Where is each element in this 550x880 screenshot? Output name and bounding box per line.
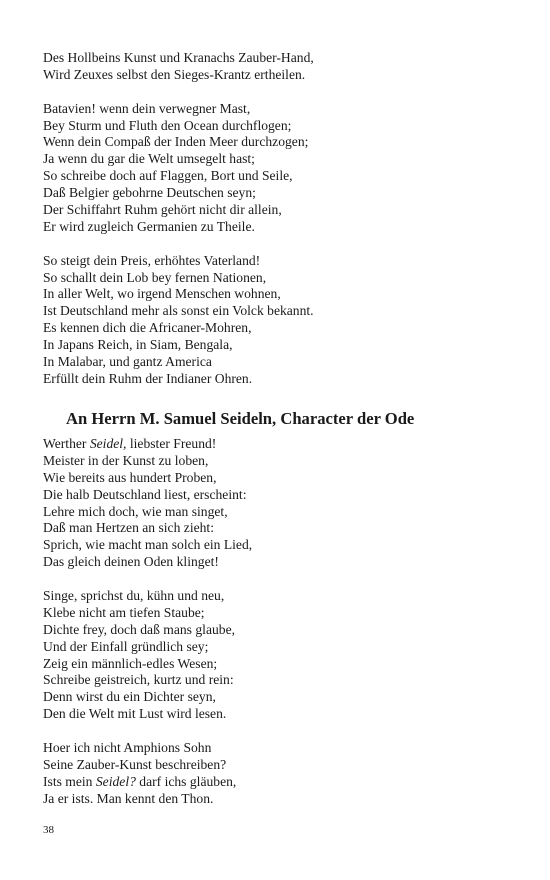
verse-line: So schreibe doch auf Flaggen, Bort und Seile, [43,168,293,184]
verse-line: Den die Welt mit Lust wird lesen. [43,706,227,722]
verse-line: Die halb Deutschland liest, erscheint: [43,486,247,502]
stanza [43,50,513,84]
verse-text: darf ichs gläuben, [135,773,237,789]
verse-line: Batavien! wenn dein verwegner Mast, [43,100,251,116]
verse-line: Wie bereits aus hundert Proben, [43,469,217,485]
verse-line: Singe, sprichst du, kühn und neu, [43,588,225,604]
verse-line [43,774,513,791]
verse-line: Schreibe geistreich, kurtz und rein: [43,672,234,688]
verse-line: Daß man Hertzen an sich zieht: [43,520,214,536]
verse-line: Denn wirst du ein Dichter seyn, [43,689,216,705]
verse-line [43,436,513,453]
verse-line: Und der Einfall gründlich sey; [43,638,209,654]
verse-line: Der Schiffahrt Ruhm gehört nicht dir allein, [43,202,282,218]
verse-text: Werther [43,436,90,451]
verse-line: In Malabar, und gantz America [43,354,212,370]
addressee-name: Seidel? [95,773,136,789]
verse-line: Ja er ists. Man kennt den Thon. [43,790,214,806]
verse-line: So schallt dein Lob bey fernen Nationen, [43,269,267,285]
verse-line: Daß Belgier gebohrne Deutschen seyn; [43,185,256,201]
poem-title: An Herrn M. Samuel Seideln, Character der Ode [66,409,415,428]
page-number: 38 [43,824,54,836]
verse-line: Ist Deutschland mehr als sonst ein Volck bekannt. [43,303,314,319]
verse-line: Des Hollbeins Kunst und Kranachs Zauber-Hand, [43,50,314,65]
verse-line: Seine Zauber-Kunst beschreiben? [43,756,227,772]
verse-line: Das gleich deinen Oden klinget! [43,554,219,570]
verse-line: In Japans Reich, in Siam, Bengala, [43,337,233,353]
verse-line: Ja wenn du gar die Welt umsegelt hast; [43,151,255,167]
verse-line: Wenn dein Compaß der Inden Meer durchzogen; [43,134,309,150]
verse-line: Klebe nicht am tiefen Staube; [43,604,205,620]
stanza [43,436,513,571]
poem-continued [43,50,513,388]
verse-line: Er wird zugleich Germanien zu Theile. [43,218,255,234]
verse-line: Sprich, wie macht man solch ein Lied, [43,537,253,553]
verse-text: liebster Freund! [126,436,217,451]
verse-line: Dichte frey, doch daß mans glaube, [43,621,236,637]
verse-line: Zeig ein männlich-edles Wesen; [43,655,218,671]
addressee-name: Seidel, [89,436,127,451]
verse-line: In aller Welt, wo irgend Menschen wohnen, [43,286,281,302]
verse-line: Lehre mich doch, wie man singet, [43,503,228,519]
stanza [43,253,513,388]
stanza [43,740,513,808]
verse-line: Bey Sturm und Fluth den Ocean durchflogen; [43,117,292,133]
verse-line: So steigt dein Preis, erhöhtes Vaterland! [43,252,261,268]
verse-text: Ists mein [43,773,96,789]
poem-body [43,436,513,808]
stanza [43,101,513,236]
verse-line: Meister in der Kunst zu loben, [43,452,209,468]
stanza [43,588,513,723]
verse-line: Erfüllt dein Ruhm der Indianer Ohren. [43,370,253,386]
verse-line: Es kennen dich die Africaner-Mohren, [43,320,252,336]
verse-line: Hoer ich nicht Amphions Sohn [43,740,212,756]
verse-line: Wird Zeuxes selbst den Sieges-Krantz ertheilen. [43,66,306,82]
